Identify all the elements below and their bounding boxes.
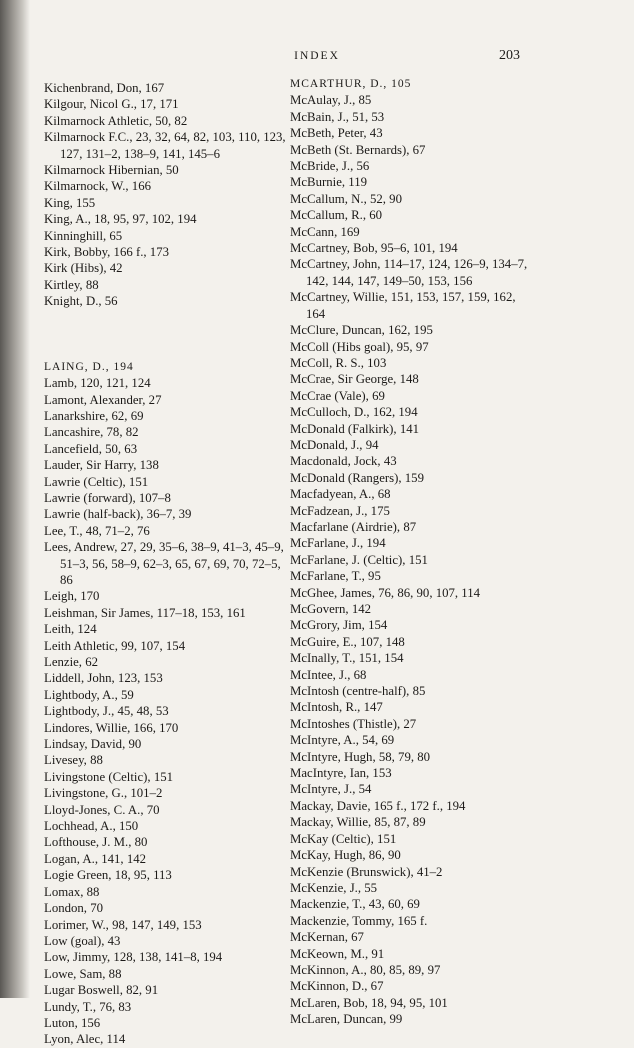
index-entry: McColl, R. S., 103 xyxy=(290,355,387,370)
index-entry: Kichenbrand, Don, 167 xyxy=(44,81,165,95)
index-entry: LAING, D., 194 xyxy=(44,360,134,373)
index-entry: Logan, A., 141, 142 xyxy=(44,851,147,866)
index-entry: McIntyre, Hugh, 58, 79, 80 xyxy=(290,749,431,764)
index-entry: Lawrie (half-back), 36–7, 39 xyxy=(44,507,192,522)
index-entry: Livesey, 88 xyxy=(44,753,103,768)
running-head: INDEX xyxy=(294,50,340,62)
index-entry: McBride, J., 56 xyxy=(290,159,370,174)
index-entry: Mackenzie, Tommy, 165 f. xyxy=(290,913,428,928)
index-entry: McCartney, John, 114–17, 124, 126–9, 134–7, 142, 144, 147, 149–50, 153, 156 xyxy=(290,257,528,288)
index-entry: McKay, Hugh, 86, 90 xyxy=(290,848,401,863)
index-entry: Logie Green, 18, 95, 113 xyxy=(44,868,172,883)
index-entry: Lindores, Willie, 166, 170 xyxy=(44,720,179,735)
index-entry: McIntyre, A., 54, 69 xyxy=(290,733,395,748)
index-entry: Lorimer, W., 98, 147, 149, 153 xyxy=(44,917,202,932)
index-entry: Lowe, Sam, 88 xyxy=(44,966,122,981)
index-entry: McGhee, James, 76, 86, 90, 107, 114 xyxy=(290,585,481,600)
index-entry: Livingstone, G., 101–2 xyxy=(44,786,163,801)
index-entry: McIntoshes (Thistle), 27 xyxy=(290,716,417,731)
index-entry: McFarlane, J., 194 xyxy=(290,536,386,551)
index-entry: Lightbody, A., 59 xyxy=(44,687,134,702)
index-entry: Macfadyean, A., 68 xyxy=(290,487,391,502)
index-entry: Leith Athletic, 99, 107, 154 xyxy=(44,638,186,653)
index-entry: Lofthouse, J. M., 80 xyxy=(44,835,148,850)
index-column-right xyxy=(290,76,536,1028)
index-entry: McCallum, R., 60 xyxy=(290,208,383,223)
index-entry: Leishman, Sir James, 117–18, 153, 161 xyxy=(44,605,246,620)
index-entry: McKinnon, D., 67 xyxy=(290,979,384,994)
index-entry: McBeth (St. Bernards), 67 xyxy=(290,142,426,157)
index-entry: McLaren, Duncan, 99 xyxy=(290,1012,403,1027)
index-entry: Lauder, Sir Harry, 138 xyxy=(44,458,159,473)
index-entry: McDonald (Falkirk), 141 xyxy=(290,421,420,436)
index-entry: Leith, 124 xyxy=(44,622,97,637)
index-entry: Kilmarnock, W., 166 xyxy=(44,179,151,194)
index-entry: Lenzie, 62 xyxy=(44,655,99,669)
index-entry: McKernan, 67 xyxy=(290,930,364,945)
index-entry: King, 155 xyxy=(44,195,96,210)
index-entry: Kilgour, Nicol G., 17, 171 xyxy=(44,97,179,112)
index-entry: Lamont, Alexander, 27 xyxy=(44,392,162,407)
page-number: 203 xyxy=(499,48,520,63)
index-entry: Lugar Boswell, 82, 91 xyxy=(44,983,159,998)
index-entry: Leigh, 170 xyxy=(44,589,100,604)
index-entry: McBurnie, 119 xyxy=(290,175,368,190)
index-entry: Lindsay, David, 90 xyxy=(44,737,142,752)
index-entry: McKeown, M., 91 xyxy=(290,946,385,961)
index-entry: Liddell, John, 123, 153 xyxy=(44,671,163,686)
index-entry: Lawrie (forward), 107–8 xyxy=(44,490,171,505)
page-gutter-shadow xyxy=(0,0,30,998)
index-entry: McClure, Duncan, 162, 195 xyxy=(290,323,433,338)
index-entry: McDonald (Rangers), 159 xyxy=(290,470,424,485)
index-entry: McGuire, E., 107, 148 xyxy=(290,634,405,649)
index-entry: McCartney, Bob, 95–6, 101, 194 xyxy=(290,241,458,256)
index-entry: Lancashire, 78, 82 xyxy=(44,425,139,440)
section-spacer xyxy=(44,310,289,359)
index-entry: McIntosh, R., 147 xyxy=(290,700,383,715)
index-entry: Lyon, Alec, 114 xyxy=(44,1032,126,1047)
index-entry: McIntee, J., 68 xyxy=(290,667,367,682)
index-entry: Kilmarnock F.C., 23, 32, 64, 82, 103, 110, 123, 127, 131–2, 138–9, 141, 145–6 xyxy=(44,130,286,161)
index-entry: Lightbody, J., 45, 48, 53 xyxy=(44,704,169,719)
index-entry: London, 70 xyxy=(44,901,104,916)
index-entry: Livingstone (Celtic), 151 xyxy=(44,769,174,784)
index-entry: McColl (Hibs goal), 95, 97 xyxy=(290,339,429,354)
index-entry: Low, Jimmy, 128, 138, 141–8, 194 xyxy=(44,950,223,965)
index-entry: Kirk, Bobby, 166 f., 173 xyxy=(44,245,170,260)
index-entry: McFadzean, J., 175 xyxy=(290,503,390,518)
index-entry: McKenzie (Brunswick), 41–2 xyxy=(290,864,443,879)
index-entry: McFarlane, T., 95 xyxy=(290,569,381,584)
index-entry: McCulloch, D., 162, 194 xyxy=(290,405,418,420)
index-entry: Lanarkshire, 62, 69 xyxy=(44,408,144,423)
index-entry: McCrae, Sir George, 148 xyxy=(290,372,419,387)
index-entry: Kirk (Hibs), 42 xyxy=(44,261,123,276)
index-entry: McInally, T., 151, 154 xyxy=(290,651,404,666)
index-entry: Lancefield, 50, 63 xyxy=(44,441,138,456)
index-entry: Knight, D., 56 xyxy=(44,294,118,309)
index-entry: McCann, 169 xyxy=(290,224,360,239)
index-entry: McAulay, J., 85 xyxy=(290,93,372,108)
index-entry: Mackenzie, T., 43, 60, 69 xyxy=(290,897,420,912)
index-entry: McBeth, Peter, 43 xyxy=(290,126,383,141)
index-entry: Lomax, 88 xyxy=(44,884,100,899)
index-entry: Luton, 156 xyxy=(44,1015,101,1030)
index-entry: McKinnon, A., 80, 85, 89, 97 xyxy=(290,962,441,977)
index-entry: McIntosh (centre-half), 85 xyxy=(290,684,426,699)
index-entry: Kinninghill, 65 xyxy=(44,228,123,243)
index-entry: McCrae (Vale), 69 xyxy=(290,388,385,403)
index-entry: McLaren, Bob, 18, 94, 95, 101 xyxy=(290,995,448,1010)
index-entry: Macfarlane (Airdrie), 87 xyxy=(290,519,417,534)
index-entry: McGrory, Jim, 154 xyxy=(290,618,388,633)
index-entry: McCartney, Willie, 151, 153, 157, 159, 162, 164 xyxy=(290,290,516,321)
index-entry: Kilmarnock Hibernian, 50 xyxy=(44,163,179,178)
index-entry: McIntyre, J., 54 xyxy=(290,782,372,797)
index-entry: MacIntyre, Ian, 153 xyxy=(290,766,392,781)
index-entry: Lee, T., 48, 71–2, 76 xyxy=(44,523,150,538)
index-entry: Macdonald, Jock, 43 xyxy=(290,454,397,469)
index-entry: Lees, Andrew, 27, 29, 35–6, 38–9, 41–3, 45–9, 51–3, 56, 58–9, 62–3, 65, 67, 69, 70, 72–5, 86 xyxy=(44,540,284,587)
index-entry: McCallum, N., 52, 90 xyxy=(290,191,402,206)
index-entry: McKenzie, J., 55 xyxy=(290,880,378,895)
index-entry: McDonald, J., 94 xyxy=(290,437,379,452)
index-entry: Lundy, T., 76, 83 xyxy=(44,999,132,1014)
index-entry: Lamb, 120, 121, 124 xyxy=(44,376,151,391)
index-entry: MCARTHUR, D., 105 xyxy=(290,78,412,90)
index-entry: Lloyd-Jones, C. A., 70 xyxy=(44,802,160,817)
index-entry: Kirtley, 88 xyxy=(44,277,99,292)
index-entry: Mackay, Willie, 85, 87, 89 xyxy=(290,815,426,830)
index-entry: McFarlane, J. (Celtic), 151 xyxy=(290,552,428,567)
index-entry: Lawrie (Celtic), 151 xyxy=(44,474,149,489)
index-entry: McKay (Celtic), 151 xyxy=(290,831,397,846)
index-entry: King, A., 18, 95, 97, 102, 194 xyxy=(44,212,197,227)
index-entry: McBain, J., 51, 53 xyxy=(290,109,385,124)
index-entry: Lochhead, A., 150 xyxy=(44,819,139,834)
index-entry: Mackay, Davie, 165 f., 172 f., 194 xyxy=(290,798,466,813)
index-entry: McGovern, 142 xyxy=(290,602,372,616)
index-entry: Kilmarnock Athletic, 50, 82 xyxy=(44,113,188,128)
index-column-left xyxy=(44,80,289,1048)
index-entry: Low (goal), 43 xyxy=(44,933,121,948)
